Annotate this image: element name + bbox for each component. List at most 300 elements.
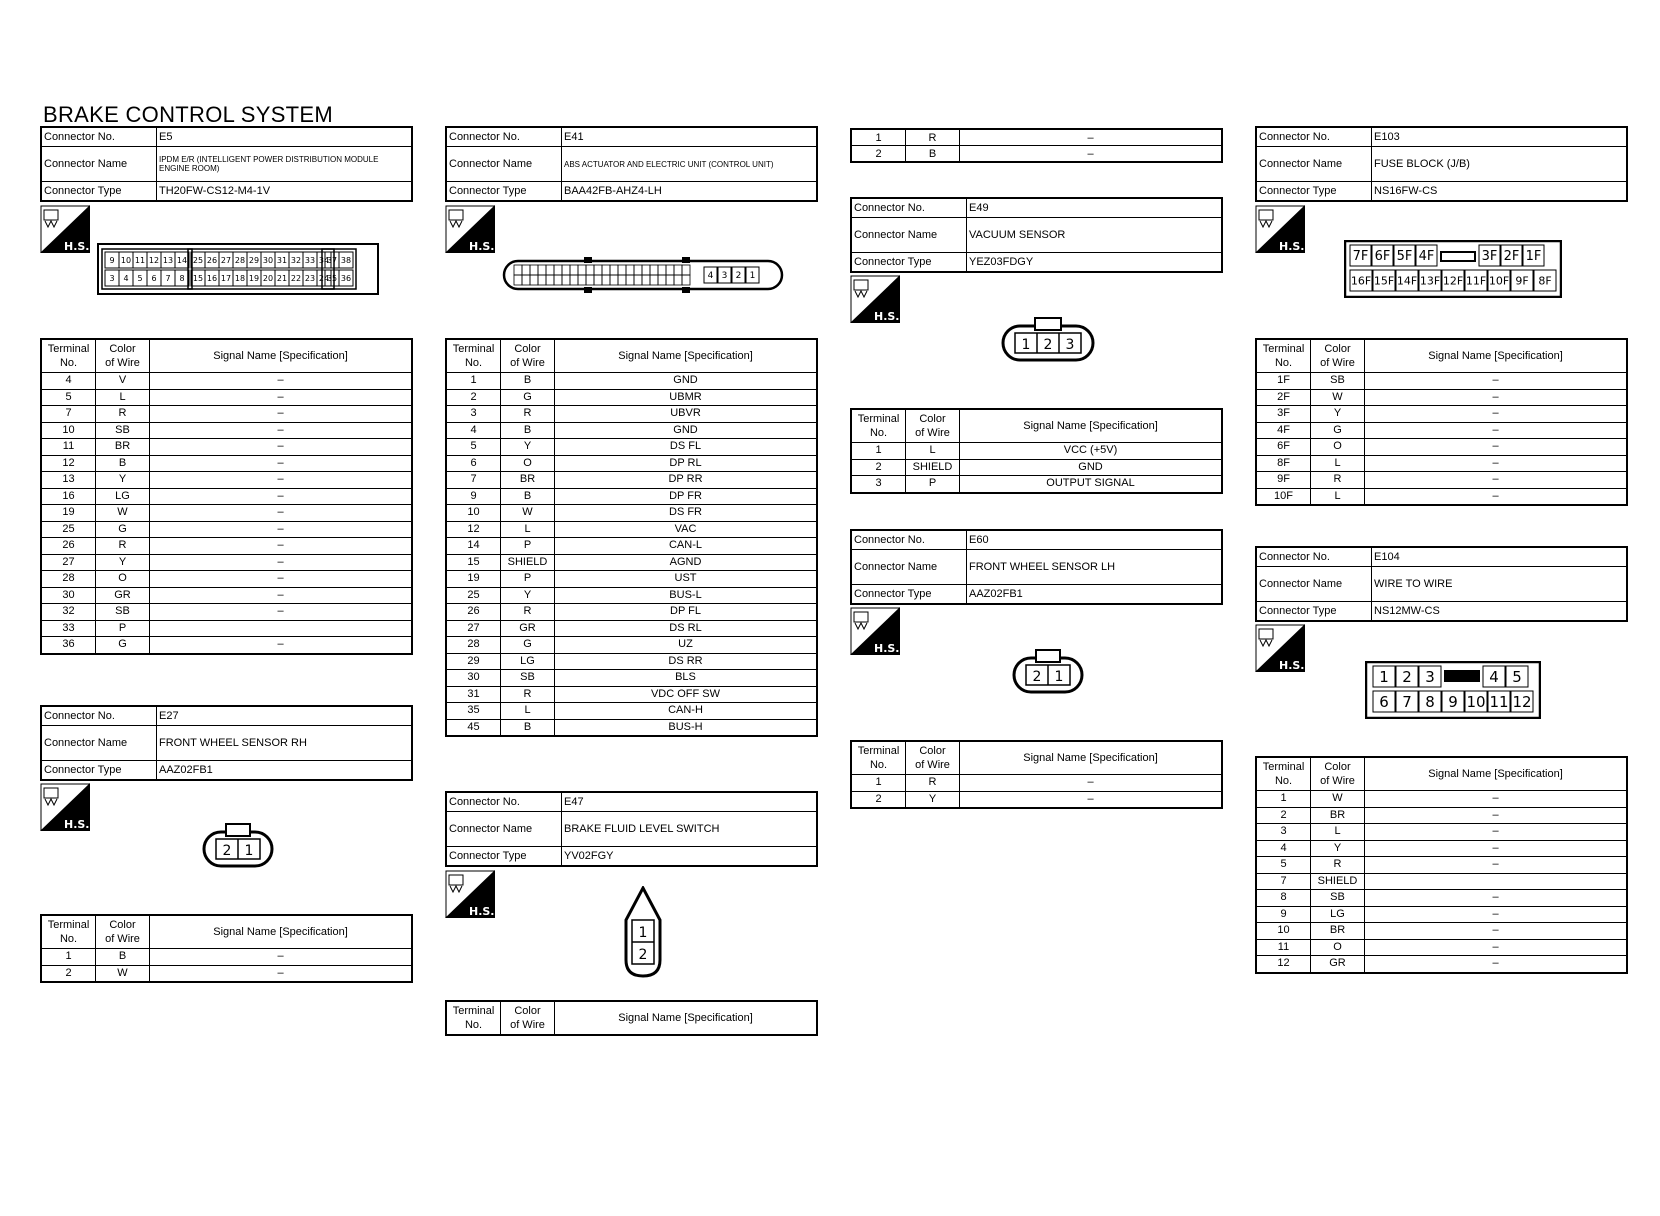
hs-icon <box>445 205 495 253</box>
connector-name-value: VACUUM SENSOR <box>967 218 1223 253</box>
wire-color: B <box>96 455 150 472</box>
connector-name-label: Connector Name <box>851 550 967 585</box>
pin-cell <box>674 265 682 275</box>
pin-cell <box>650 275 658 285</box>
hs-label: H.S. <box>874 310 900 323</box>
terminal-no: 12 <box>446 521 501 538</box>
terminal-no: 6F <box>1256 439 1311 456</box>
col-color: Color of Wire <box>1311 757 1365 791</box>
terminal-no: 12 <box>1256 956 1311 973</box>
table-row <box>446 719 817 736</box>
connector-no-label: Connector No. <box>41 127 157 147</box>
pin-cell <box>570 265 578 275</box>
pin-label: 2F <box>1503 249 1520 265</box>
connector-type-label: Connector Type <box>446 182 562 202</box>
pin-label: 4F <box>1418 249 1435 265</box>
col-color: Color of Wire <box>1311 339 1365 373</box>
signal-name: – <box>1365 488 1628 505</box>
hs-label: H.S. <box>469 905 495 918</box>
col-signal: Signal Name [Specification] <box>555 1001 818 1035</box>
table-row <box>446 406 817 423</box>
table-row <box>41 455 412 472</box>
pin-label: 4 <box>123 273 129 283</box>
table-row <box>1256 923 1627 940</box>
pin-cell <box>578 275 586 285</box>
terminal-no: 2 <box>851 146 906 163</box>
wire-color: R <box>501 604 555 621</box>
col-signal: Signal Name [Specification] <box>1365 339 1628 373</box>
signal-name: – <box>150 571 413 588</box>
signal-name: – <box>150 373 413 390</box>
pin-cell <box>642 275 650 285</box>
connector-e49 <box>850 197 1223 273</box>
table-row <box>41 472 412 489</box>
pin-label: 12F <box>1442 274 1464 288</box>
wire-color: Y <box>1311 840 1365 857</box>
table-row <box>1256 857 1627 874</box>
signal-name: GND <box>555 422 818 439</box>
wire-color: GR <box>96 587 150 604</box>
terminal-no: 9F <box>1256 472 1311 489</box>
pin-label: 11F <box>1465 274 1487 288</box>
connector-no-value: E47 <box>562 792 818 812</box>
hs-icon <box>1255 624 1305 672</box>
hs-label: H.S. <box>64 240 90 253</box>
wire-color: R <box>906 775 960 792</box>
signal-name <box>1365 873 1628 890</box>
signal-name: – <box>1365 406 1628 423</box>
wire-color: BR <box>501 472 555 489</box>
table-row <box>851 459 1222 476</box>
connector-type-value: AAZ02FB1 <box>157 761 413 781</box>
connector-no-value: E103 <box>1372 127 1628 147</box>
terminal-no: 14 <box>446 538 501 555</box>
col-color: Color of Wire <box>501 339 555 373</box>
connector-name-label: Connector Name <box>41 726 157 761</box>
pin-label: 12 <box>1512 692 1532 711</box>
wire-color: O <box>1311 939 1365 956</box>
connector-type-value: NS12MW-CS <box>1372 602 1628 622</box>
terminal-no: 32 <box>41 604 96 621</box>
terminal-no: 2 <box>1256 807 1311 824</box>
table-row <box>1256 840 1627 857</box>
table-row <box>1256 389 1627 406</box>
signal-name: – <box>1365 422 1628 439</box>
hs-label: H.S. <box>64 818 90 831</box>
key-slot <box>1444 670 1480 682</box>
terminal-no: 2 <box>446 389 501 406</box>
pin-label: 34 <box>318 255 330 265</box>
terminal-no: 15 <box>446 554 501 571</box>
terminal-no: 11 <box>41 439 96 456</box>
wire-color: G <box>501 389 555 406</box>
wire-color: R <box>906 129 960 146</box>
wire-color: B <box>501 488 555 505</box>
terminal-no: 10 <box>1256 923 1311 940</box>
signal-name: UBVR <box>555 406 818 423</box>
signal-name: – <box>150 521 413 538</box>
latch <box>682 287 690 293</box>
signal-name: VAC <box>555 521 818 538</box>
pin-label: 19 <box>248 273 260 283</box>
connector-no-value: E104 <box>1372 547 1628 567</box>
connector-e104 <box>1255 546 1628 622</box>
connector-name-label: Connector Name <box>851 218 967 253</box>
connector-e47-pins <box>445 1000 818 1036</box>
pin-label: 6 <box>151 273 157 283</box>
signal-name: – <box>1365 923 1628 940</box>
hs-label: H.S. <box>469 240 495 253</box>
signal-name: – <box>150 554 413 571</box>
terminal-no: 7 <box>41 406 96 423</box>
connector-type-value: AAZ02FB1 <box>967 585 1223 605</box>
signal-name: – <box>1365 956 1628 973</box>
terminal-no: 19 <box>41 505 96 522</box>
col-terminal: Terminal No. <box>41 915 96 949</box>
signal-name: GND <box>960 459 1223 476</box>
connector-no-value: E49 <box>967 198 1223 218</box>
signal-name: – <box>1365 906 1628 923</box>
signal-name: GND <box>555 373 818 390</box>
pin-label: 11 <box>134 255 146 265</box>
pin-cell <box>562 265 570 275</box>
connector-e41-header <box>445 126 818 202</box>
signal-name: – <box>1365 389 1628 406</box>
table-row <box>446 571 817 588</box>
table-row <box>41 422 412 439</box>
col-color: Color of Wire <box>501 1001 555 1035</box>
connector-type-label: Connector Type <box>851 253 967 273</box>
signal-name: OUTPUT SIGNAL <box>960 476 1223 493</box>
pin-cell <box>530 275 538 285</box>
pin-label: 4 <box>1489 667 1499 686</box>
pin-cell <box>610 265 618 275</box>
signal-name: BUS-H <box>555 719 818 736</box>
terminal-no: 2 <box>851 791 906 808</box>
wire-color: Y <box>96 472 150 489</box>
connector-name-value: WIRE TO WIRE <box>1372 567 1628 602</box>
pin-label: 10 <box>1466 692 1486 711</box>
signal-name: – <box>1365 857 1628 874</box>
signal-name: BLS <box>555 670 818 687</box>
pin-label: 5F <box>1396 249 1413 265</box>
col-terminal: Terminal No. <box>446 1001 501 1035</box>
connector-type-value: NS16FW-CS <box>1372 182 1628 202</box>
pin-label: 22 <box>290 273 302 283</box>
terminal-no: 28 <box>41 571 96 588</box>
connector-name-label: Connector Name <box>1256 147 1372 182</box>
col-terminal: Terminal No. <box>1256 757 1311 791</box>
wire-color: R <box>1311 472 1365 489</box>
wire-color: W <box>501 505 555 522</box>
pin-label: 8F <box>1538 274 1552 288</box>
terminal-no: 1 <box>1256 791 1311 808</box>
table-row <box>446 389 817 406</box>
connector-e49-pins <box>850 408 1223 494</box>
table-row <box>446 587 817 604</box>
connector-no-value: E41 <box>562 127 818 147</box>
terminal-no: 25 <box>446 587 501 604</box>
terminal-no: 1 <box>446 373 501 390</box>
col-color: Color of Wire <box>96 915 150 949</box>
pin-label: 13 <box>162 255 174 265</box>
wire-color: Y <box>96 554 150 571</box>
col-terminal: Terminal No. <box>446 339 501 373</box>
pin-label: 15 <box>192 273 204 283</box>
pin-label: 2 <box>1043 337 1053 353</box>
pin-cell <box>618 265 626 275</box>
table-row <box>446 670 817 687</box>
page-title: BRAKE CONTROL SYSTEM <box>43 102 334 127</box>
wire-color: O <box>501 455 555 472</box>
connector-no-label: Connector No. <box>1256 127 1372 147</box>
wire-color: BR <box>96 439 150 456</box>
pin-label: 6F <box>1374 249 1391 265</box>
wire-color: B <box>501 422 555 439</box>
hs-icon <box>40 783 90 831</box>
connector-no-label: Connector No. <box>446 792 562 812</box>
connector-name-label: Connector Name <box>1256 567 1372 602</box>
table-row <box>446 439 817 456</box>
connector-e49-header <box>850 197 1223 273</box>
latch <box>584 257 592 263</box>
signal-name: – <box>150 422 413 439</box>
hs-icon <box>1255 205 1305 253</box>
wire-color: O <box>1311 439 1365 456</box>
pin-label: 3 <box>1425 667 1435 686</box>
terminal-no: 27 <box>41 554 96 571</box>
pin-cell <box>674 275 682 285</box>
pin-label: 33 <box>304 255 316 265</box>
signal-name: – <box>150 389 413 406</box>
table-row <box>1256 455 1627 472</box>
signal-name: UBMR <box>555 389 818 406</box>
wire-color: B <box>96 949 150 966</box>
pin-label: 1 <box>749 271 756 282</box>
wire-color: SHIELD <box>906 459 960 476</box>
pin-label: 18 <box>234 273 246 283</box>
wire-color: SHIELD <box>1311 873 1365 890</box>
col-terminal: Terminal No. <box>1256 339 1311 373</box>
pin-cell <box>594 265 602 275</box>
signal-name: – <box>150 949 413 966</box>
pin-cell <box>514 265 522 275</box>
connector-e27-face <box>202 822 274 875</box>
table-row <box>446 686 817 703</box>
table-row <box>446 373 817 390</box>
connector-name-value: ABS ACTUATOR AND ELECTRIC UNIT (CONTROL UNIT) <box>562 147 818 182</box>
pin-cell <box>554 275 562 285</box>
table-row <box>1256 906 1627 923</box>
pin-label: 9F <box>1515 274 1529 288</box>
signal-name: AGND <box>555 554 818 571</box>
table-row <box>41 554 412 571</box>
terminal-no: 8 <box>1256 890 1311 907</box>
terminal-no: 27 <box>446 620 501 637</box>
connector-name-value: FUSE BLOCK (J/B) <box>1372 147 1628 182</box>
wire-color: W <box>96 965 150 982</box>
wire-color: L <box>1311 824 1365 841</box>
table-row <box>851 476 1222 493</box>
signal-name: DS RL <box>555 620 818 637</box>
pin-label: 26 <box>206 255 218 265</box>
wire-color: G <box>96 521 150 538</box>
pin-cell <box>658 265 666 275</box>
table-row <box>446 604 817 621</box>
wire-color: BR <box>1311 923 1365 940</box>
connector-e60-pins <box>850 740 1223 809</box>
pin-label: 1 <box>244 843 254 859</box>
col-color: Color of Wire <box>906 741 960 775</box>
pin-label: 21 <box>276 273 288 283</box>
connector-e49-face <box>1001 316 1095 369</box>
pin-label: 29 <box>248 255 260 265</box>
wire-color: LG <box>96 488 150 505</box>
signal-name: UZ <box>555 637 818 654</box>
pin-label: 3F <box>1481 249 1498 265</box>
pin-label: 16 <box>206 273 218 283</box>
pin-label: 14F <box>1396 274 1418 288</box>
terminal-no: 45 <box>446 719 501 736</box>
table-row <box>41 373 412 390</box>
pin-label: 31 <box>276 255 288 265</box>
terminal-no: 31 <box>446 686 501 703</box>
pin-cell <box>586 265 594 275</box>
wire-color: Y <box>906 791 960 808</box>
table-row <box>41 637 412 654</box>
col-signal: Signal Name [Specification] <box>555 339 818 373</box>
table-row <box>1256 472 1627 489</box>
signal-name: DP RL <box>555 455 818 472</box>
table-row <box>446 472 817 489</box>
hs-icon <box>40 205 90 253</box>
pin-label: 2 <box>638 947 648 963</box>
signal-name: – <box>150 637 413 654</box>
table-row <box>1256 807 1627 824</box>
table-row <box>41 604 412 621</box>
pin-cell <box>634 275 642 285</box>
table-row <box>1256 373 1627 390</box>
pin-label: 8 <box>1425 692 1435 711</box>
connector-e5 <box>40 126 413 202</box>
connector-e47-header <box>445 791 818 867</box>
terminal-no: 19 <box>446 571 501 588</box>
table-row <box>1256 956 1627 973</box>
terminal-no: 4F <box>1256 422 1311 439</box>
table-row <box>446 554 817 571</box>
table-row <box>41 620 412 637</box>
signal-name: – <box>150 406 413 423</box>
table-row <box>41 439 412 456</box>
signal-name: – <box>1365 824 1628 841</box>
terminal-no: 1 <box>41 949 96 966</box>
terminal-no: 4 <box>1256 840 1311 857</box>
table-row <box>41 587 412 604</box>
pin-cell <box>594 275 602 285</box>
wire-color: R <box>501 686 555 703</box>
connector-no-label: Connector No. <box>41 706 157 726</box>
signal-name: – <box>1365 373 1628 390</box>
pin-label: 9 <box>109 255 115 265</box>
pin-label: 13F <box>1419 274 1441 288</box>
pin-label: 37 <box>326 255 338 265</box>
pin-label: 3 <box>109 273 115 283</box>
wire-color: G <box>501 637 555 654</box>
table-row <box>41 389 412 406</box>
table-row <box>1256 939 1627 956</box>
terminal-no: 4 <box>446 422 501 439</box>
wire-color: B <box>906 146 960 163</box>
wire-color: P <box>96 620 150 637</box>
terminal-no: 25 <box>41 521 96 538</box>
connector-e27-header <box>40 705 413 781</box>
hs-label: H.S. <box>1279 240 1305 253</box>
pin-label: 5 <box>137 273 143 283</box>
pin-cell <box>578 265 586 275</box>
terminal-no: 35 <box>446 703 501 720</box>
connector-no-value: E60 <box>967 530 1223 550</box>
pin-label: 1 <box>1054 669 1064 685</box>
signal-name: – <box>150 472 413 489</box>
signal-name: – <box>960 775 1223 792</box>
pin-label: 12 <box>148 255 160 265</box>
pin-label: 36 <box>340 273 352 283</box>
wire-color: G <box>1311 422 1365 439</box>
connector-e41-face <box>502 257 784 298</box>
pin-label: 38 <box>340 255 352 265</box>
pin-cell <box>618 275 626 285</box>
signal-name: BUS-L <box>555 587 818 604</box>
connector-e104-face <box>1365 661 1541 724</box>
col-terminal: Terminal No. <box>851 409 906 443</box>
terminal-no: 26 <box>41 538 96 555</box>
wire-color: L <box>96 389 150 406</box>
table-row <box>446 653 817 670</box>
signal-name: – <box>1365 807 1628 824</box>
connector-no-label: Connector No. <box>446 127 562 147</box>
wire-color: L <box>501 703 555 720</box>
pin-label: 1F <box>1525 249 1542 265</box>
terminal-no: 7 <box>446 472 501 489</box>
pin-label: 1 <box>1379 667 1389 686</box>
pin-label: 3 <box>1065 337 1075 353</box>
signal-name: – <box>150 455 413 472</box>
pin-label: 2 <box>1402 667 1412 686</box>
pin-label: 7 <box>165 273 171 283</box>
table-row <box>41 949 412 966</box>
signal-name: – <box>1365 439 1628 456</box>
terminal-no: 1F <box>1256 373 1311 390</box>
connector-e60-face <box>1012 648 1084 701</box>
table-row <box>1256 422 1627 439</box>
terminal-no: 2F <box>1256 389 1311 406</box>
wire-color: L <box>501 521 555 538</box>
pin-cell <box>634 265 642 275</box>
hs-label: H.S. <box>874 642 900 655</box>
table-row <box>1256 791 1627 808</box>
wire-color: LG <box>501 653 555 670</box>
connector-e47 <box>445 791 818 867</box>
pin-label: 5 <box>1512 667 1522 686</box>
connector-type-label: Connector Type <box>41 761 157 781</box>
connector-name-label: Connector Name <box>446 147 562 182</box>
pin-label: 2 <box>735 271 742 282</box>
terminal-no: 11 <box>1256 939 1311 956</box>
table-row <box>851 146 1222 163</box>
terminal-no: 26 <box>446 604 501 621</box>
pin-cell <box>522 275 530 285</box>
wire-color: SB <box>1311 373 1365 390</box>
